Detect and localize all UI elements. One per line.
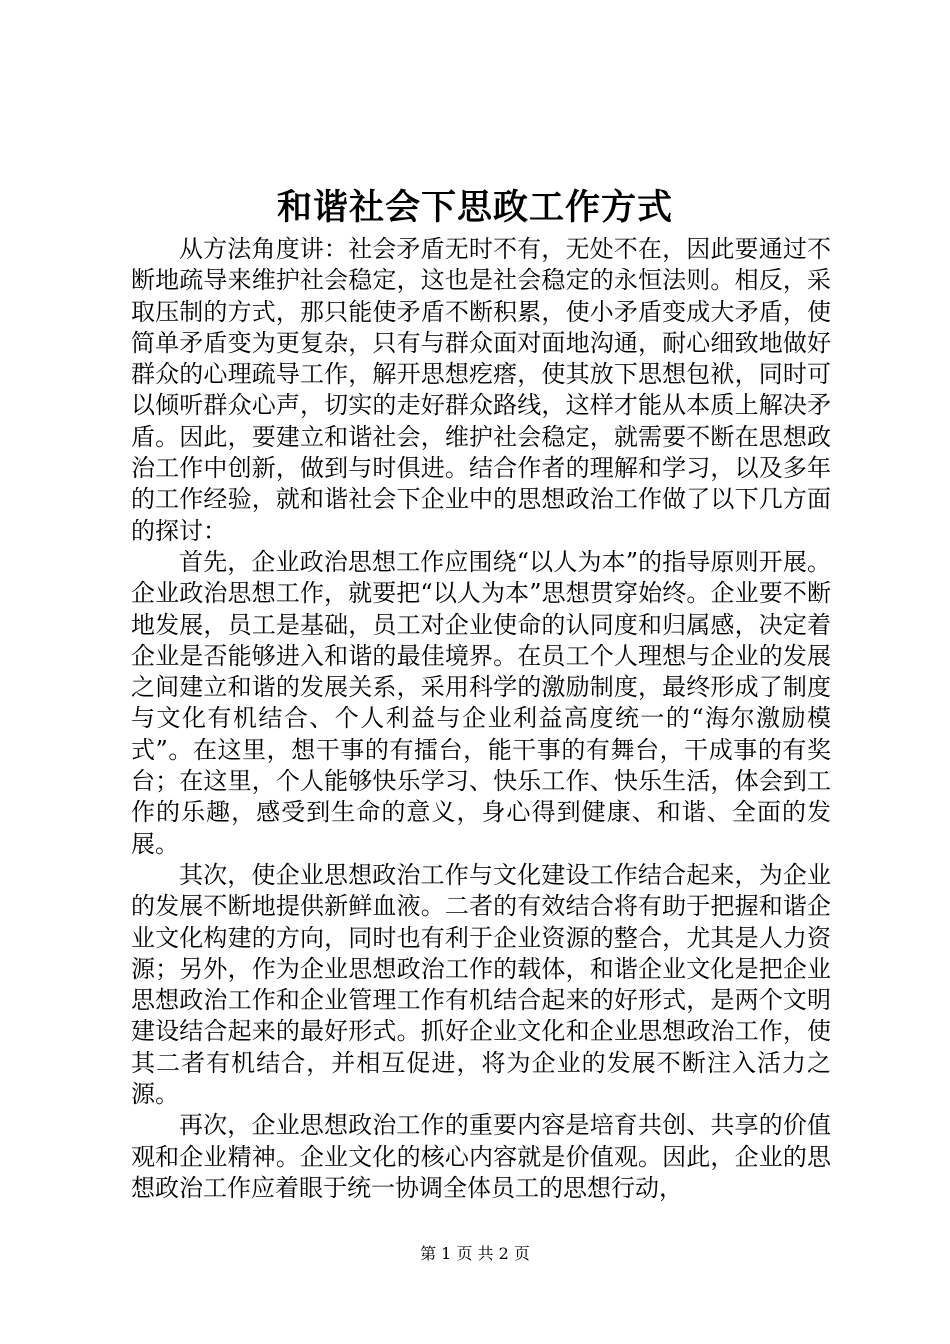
document-title: 和谐社会下思政工作方式 [276,187,673,228]
paragraph-second: 其次，使企业思想政治工作与文化建设工作结合起来，为企业的发展不断地提供新鲜血液。二者的有效结合将有助于把握和谐企业文化构建的方向，同时也有利于企业资源的整合，尤其是人力资源；另外，作为企业思想政治工作的载体，和谐企业文化是把企业思想政治工作和企业管理工作有机结合起来的好形式，是两个文明建设结合起来的最好形式。抓好企业文化和企业思想政治工作，使其二者有机结合，并相互促进，将为企业的发展不断注入活力之源。 [131,860,831,1109]
paragraph-first: 首先，企业政治思想工作应围绕“以人为本”的指导原则开展。企业政治思想工作，就要把“以人为本”思想贯穿始终。企业要不断地发展，员工是基础，员工对企业使命的认同度和归属感，决定着企业是否能够进入和谐的最佳境界。在员工个人理想与企业的发展之间建立和谐的发展关系，采用科学的激励制度，最终形成了制度与文化有机结合、个人利益与企业利益高度统一的“海尔激励模式”。在这里，想干事的有擂台，能干事的有舞台，干成事的有奖台；在这里，个人能够快乐学习、快乐工作、快乐生活，体会到工作的乐趣，感受到生命的意义，身心得到健康、和谐、全面的发展。 [131,547,831,858]
page-footer: 第 1 页 共 2 页 [420,1244,530,1263]
document-body [131,234,831,1204]
paragraph-method: 从方法角度讲：社会矛盾无时不有，无处不在，因此要通过不断地疏导来维护社会稳定，这也是社会稳定的永恒法则。相反，采取压制的方式，那只能使矛盾不断积累，使小矛盾变成大矛盾，使简单矛盾变为更复杂，只有与群众面对面地沟通，耐心细致地做好群众的心理疏导工作，解开思想疙瘩，使其放下思想包袱，同时可以倾听群众心声，切实的走好群众路线，这样才能从本质上解决矛盾。因此，要建立和谐社会，维护社会稳定，就需要不断在思想政治工作中创新，做到与时俱进。结合作者的理解和学习，以及多年的工作经验，就和谐社会下企业中的思想政治工作做了以下几方面的探讨： [131,235,831,545]
paragraph-third: 再次，企业思想政治工作的重要内容是培育共创、共享的价值观和企业精神。企业文化的核心内容就是价值观。因此，企业的思想政治工作应着眼于统一协调全体员工的思想行动， [131,1111,831,1202]
